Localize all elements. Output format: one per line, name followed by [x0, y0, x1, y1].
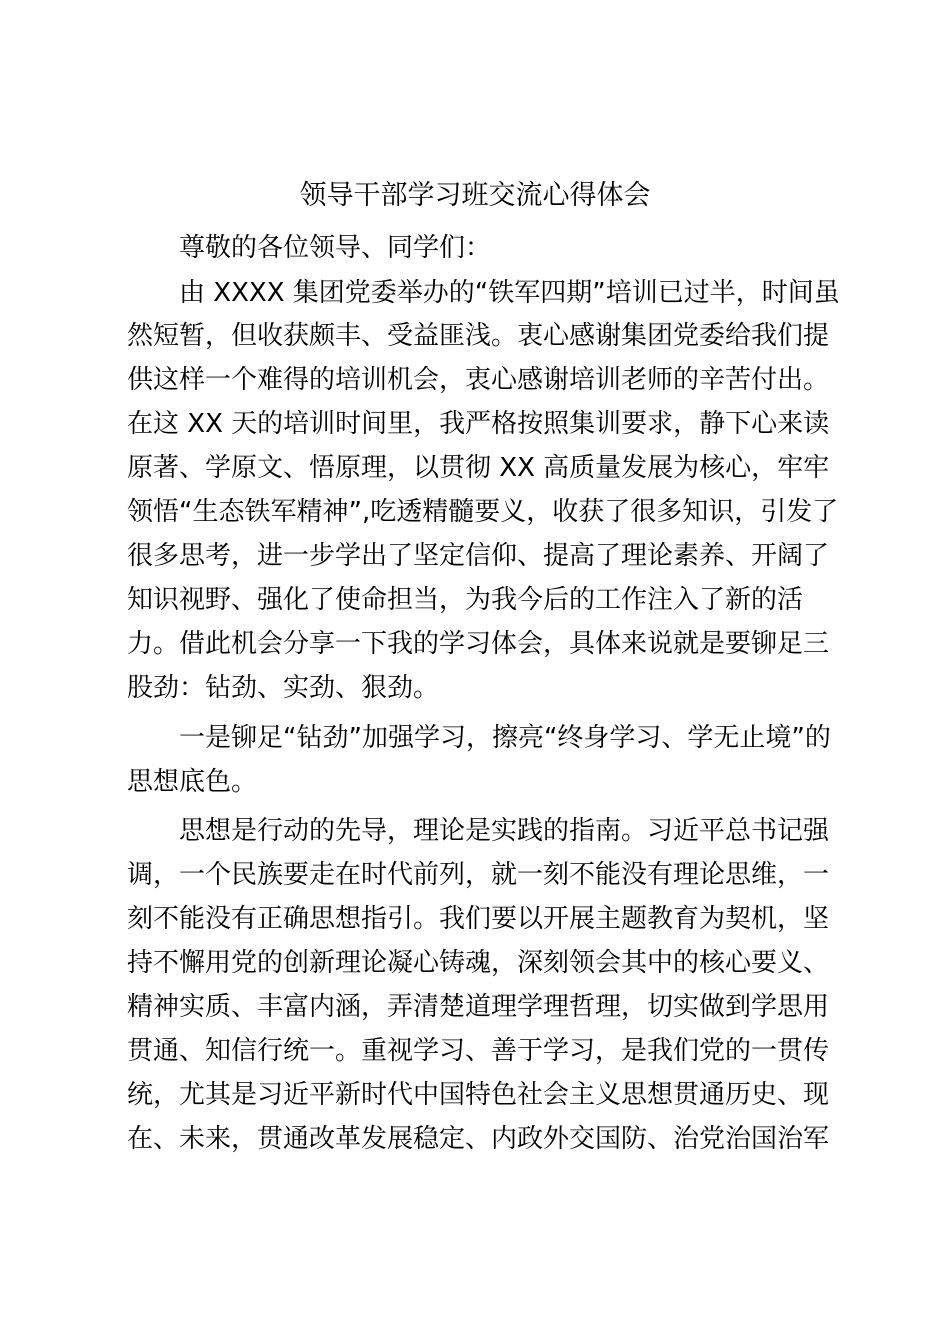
body-line: 统，尤其是习近平新时代中国特色社会主义思想贯通历史、现 — [127, 1080, 830, 1110]
body-line: 原著、学原文、悟原理，以贯彻 XX 高质量发展为核心，牢牢 — [127, 453, 830, 483]
body-line: 力。借此机会分享一下我的学习体会，具体来说就是要铆足三 — [127, 629, 830, 659]
section-heading-line: 思想底色。 — [127, 767, 258, 797]
body-line: 在这 XX 天的培训时间里，我严格按照集训要求，静下心来读 — [127, 409, 830, 439]
body-line: 贯通、知信行统一。重视学习、善于学习，是我们党的一贯传 — [127, 1036, 830, 1066]
body-line: 在、未来，贯通改革发展稳定、内政外交国防、治党治国治军 — [127, 1124, 830, 1154]
body-line: 思想是行动的先导，理论是实践的指南。习近平总书记强 — [179, 816, 830, 846]
body-line: 领悟“生态铁军精神”,吃透精髓要义，收获了很多知识，引发了 — [127, 497, 839, 527]
body-line: 供这样一个难得的培训机会，衷心感谢培训老师的辛苦付出。 — [127, 365, 830, 395]
body-line: 知识视野、强化了使命担当，为我今后的工作注入了新的活 — [127, 585, 804, 615]
salutation-line: 尊敬的各位领导、同学们： — [179, 233, 492, 263]
body-line: 很多思考，进一步学出了坚定信仰、提高了理论素养、开阔了 — [127, 541, 830, 571]
document-title: 领导干部学习班交流心得体会 — [299, 180, 651, 211]
body-line: 由 XXXX 集团党委举办的“铁军四期”培训已过半，时间虽 — [179, 278, 840, 308]
body-line: 精神实质、丰富内涵，弄清楚道理学理哲理，切实做到学思用 — [127, 992, 830, 1022]
section-heading-line: 一是铆足“钻劲”加强学习，擦亮“终身学习、学无止境”的 — [179, 723, 831, 753]
body-line: 调，一个民族要走在时代前列，就一刻不能没有理论思维，一 — [127, 860, 830, 890]
body-line: 持不懈用党的创新理论凝心铸魂，深刻领会其中的核心要义、 — [127, 948, 830, 978]
body-line: 然短暂，但收获颇丰、受益匪浅。衷心感谢集团党委给我们提 — [127, 321, 830, 351]
body-line: 刻不能没有正确思想指引。我们要以开展主题教育为契机，坚 — [127, 904, 830, 934]
body-line: 股劲：钻劲、实劲、狠劲。 — [127, 673, 440, 703]
